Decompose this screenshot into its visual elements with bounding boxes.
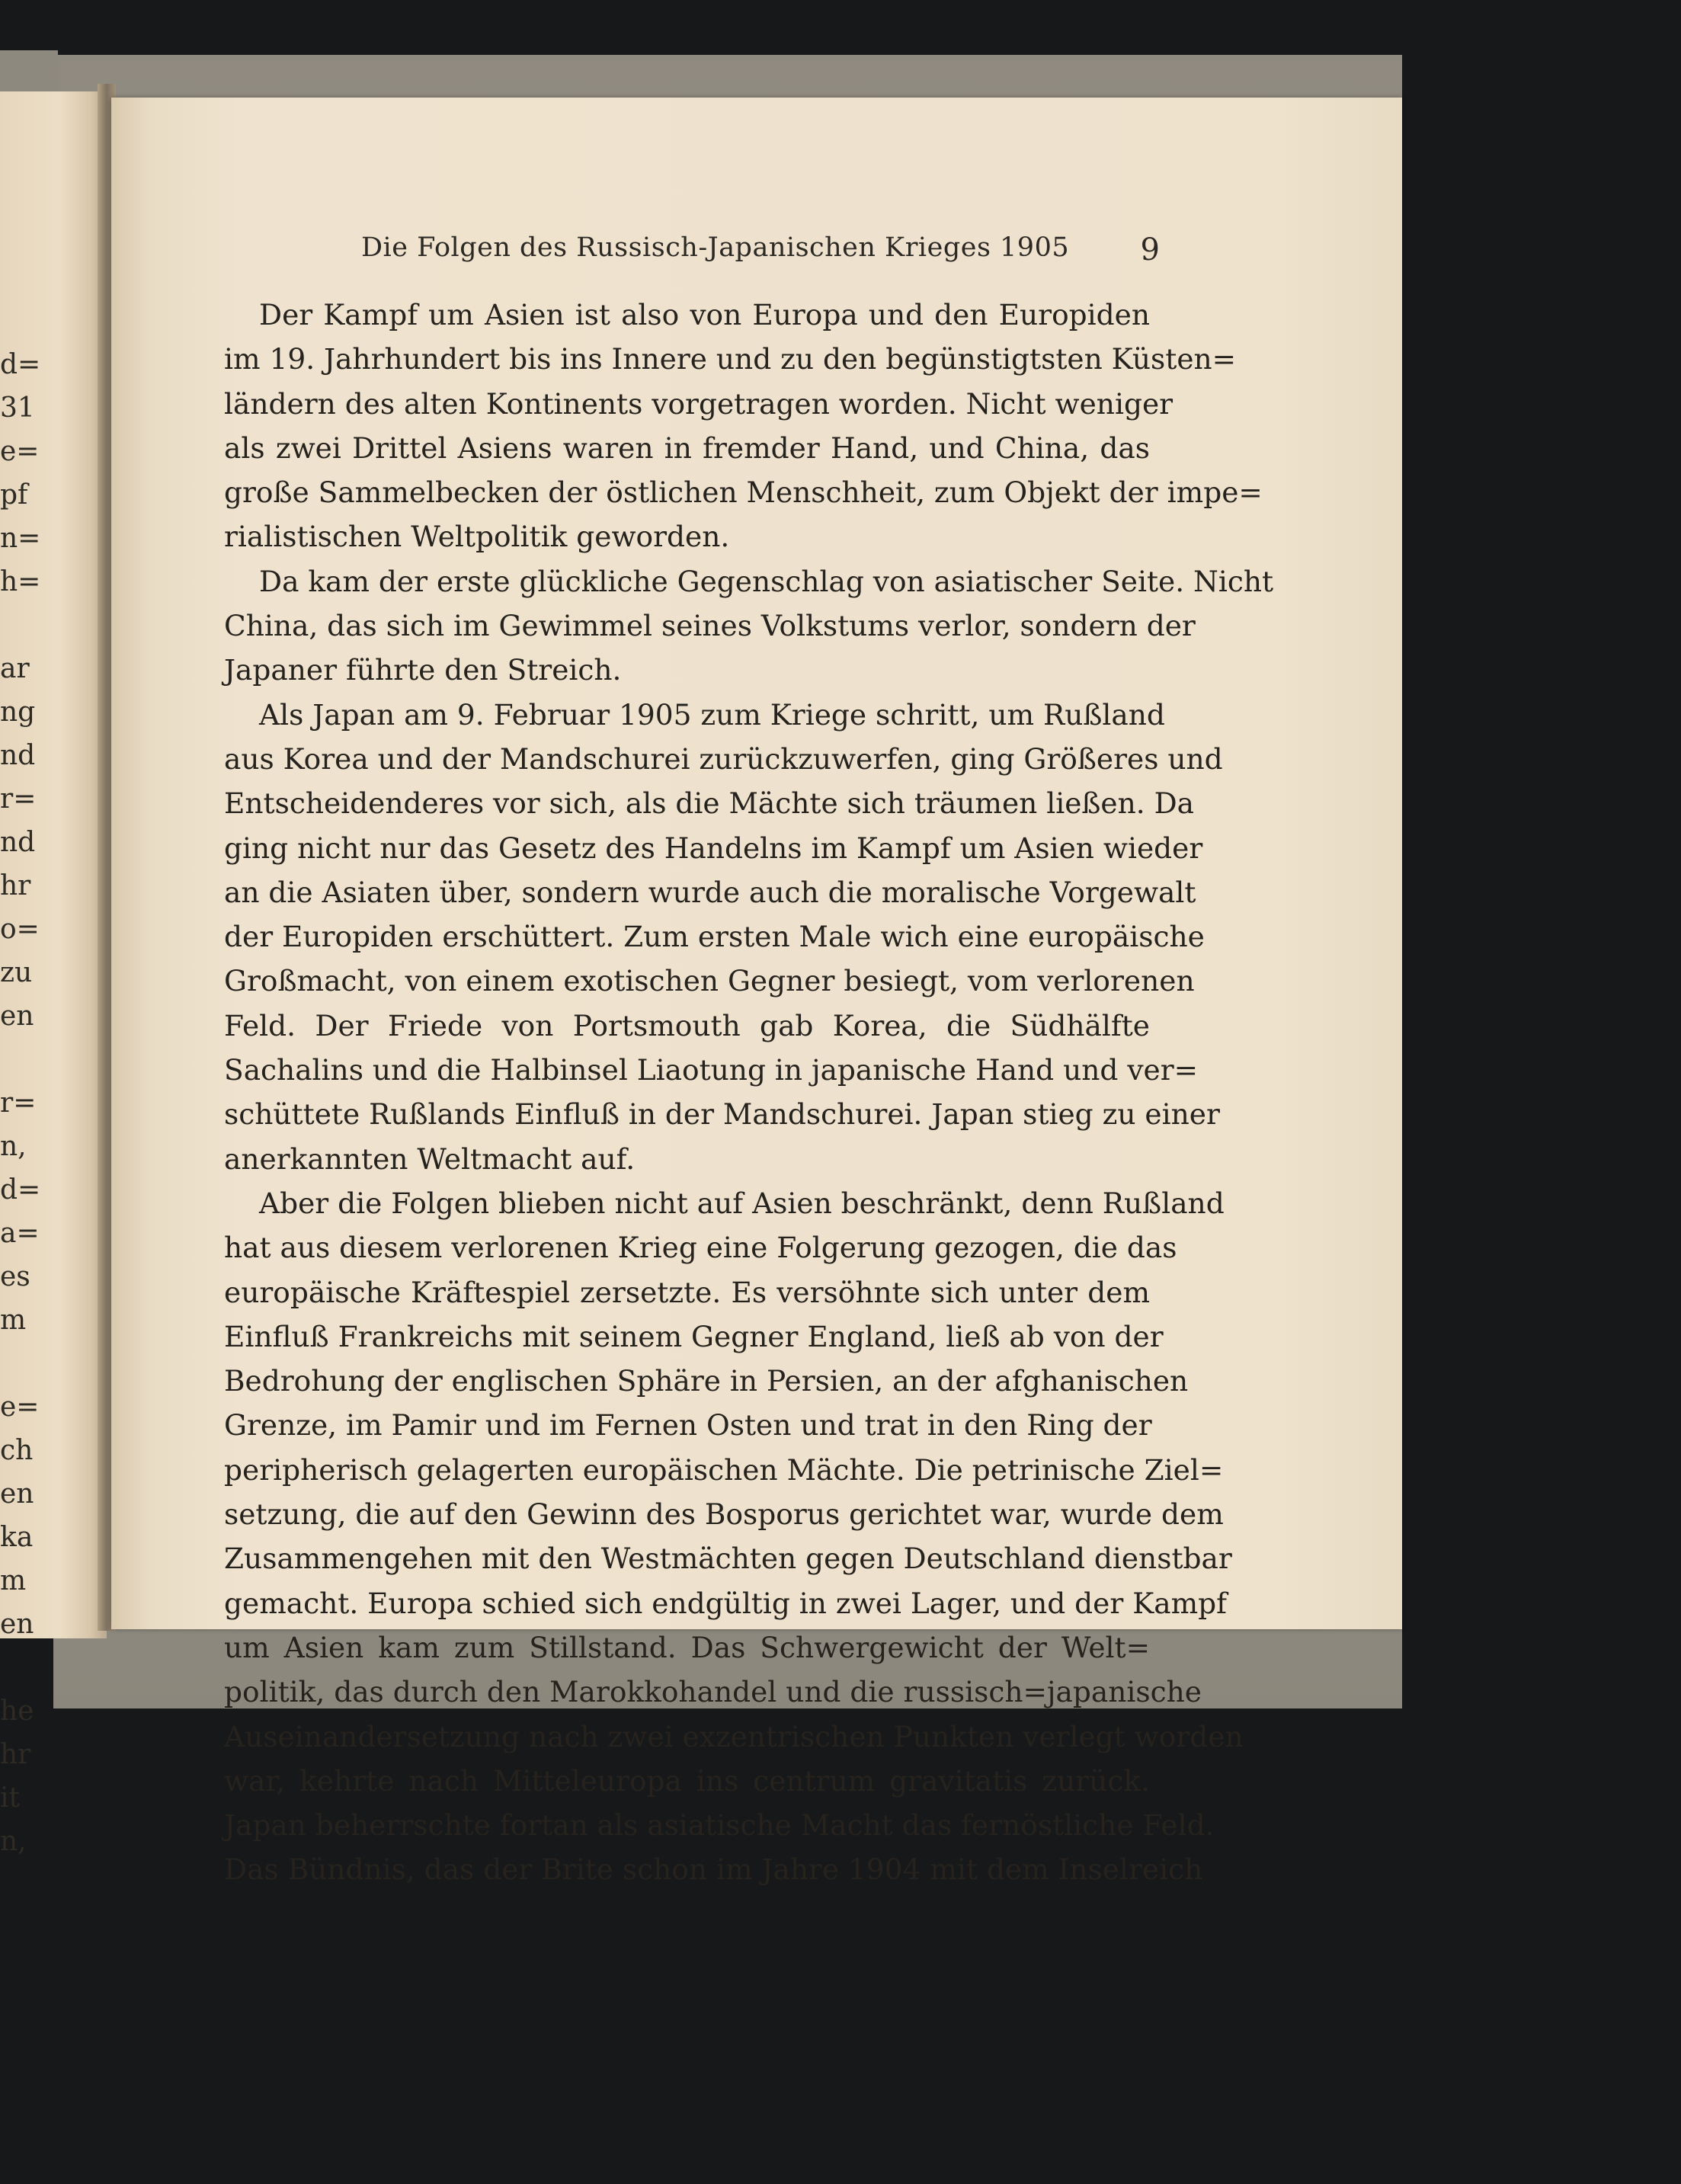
left-page [0, 91, 107, 1857]
text-line: Einfluß Frankreichs mit seinem Gegner England, ließ ab von der [224, 1319, 1164, 1353]
left-page-fragment: pf [0, 479, 28, 511]
text-line: setzung, die auf den Gewinn des Bosporus gerichtet war, wurde dem [224, 1497, 1224, 1532]
text-line: Der Kampf um Asien ist also von Europa und den Europiden [259, 298, 1150, 331]
text-line: der Europiden erschüttert. Zum ersten Male wich eine europäische [224, 920, 1205, 954]
left-page-fragment: nd [0, 740, 36, 771]
text-line: gemacht. Europa schied sich endgültig in zwei Lager, und der Kampf [224, 1586, 1228, 1620]
left-page-fragment [0, 604, 17, 647]
left-page-fragment: h= [0, 566, 41, 597]
text-line: Sachalins und die Halbinsel Liaotung in japanische Hand und ver= [224, 1053, 1199, 1087]
text-line: schüttete Rußlands Einfluß in der Mandschurei. Japan stieg zu einer [224, 1097, 1220, 1132]
left-page-fragment: hr [0, 1739, 31, 1770]
text-line: ging nicht nur das Gesetz des Handelns im Kampf um Asien wieder [224, 831, 1203, 865]
left-page-text-fragments [0, 343, 41, 1857]
left-page-fragment: n, [0, 1826, 27, 1857]
body-text [224, 293, 1274, 1892]
left-page-fragment: o= [0, 914, 40, 945]
left-page-fragment: m [0, 1305, 27, 1336]
left-page-fragment: d= [0, 349, 41, 380]
text-line: aus Korea und der Mandschurei zurückzuwerfen, ging Größeres und [224, 741, 1223, 776]
text-line: an die Asiaten über, sondern wurde auch die moralische Vorgewalt [224, 875, 1196, 909]
text-line: China, das sich im Gewimmel seines Volkstums verlor, sondern der [224, 609, 1196, 643]
running-head: Die Folgen des Russisch-Japanischen Krieges 1905 [361, 232, 1070, 263]
text-line: Das Bündnis, das der Brite schon im Jahre 1904 mit dem Inselreich [224, 1853, 1203, 1887]
text-line: Japaner führte den Streich. [224, 653, 622, 687]
left-page-fragment [0, 1038, 17, 1081]
left-page-fragment: n, [0, 1131, 27, 1162]
left-page-fragment [0, 1342, 17, 1385]
left-page-fragment: r= [0, 1087, 37, 1119]
left-page-fragment: en [0, 1478, 34, 1510]
page-number: 9 [1140, 232, 1160, 267]
text-line: peripherisch gelagerten europäischen Mächte. Die petrinische Ziel= [224, 1452, 1224, 1487]
text-line: Da kam der erste glückliche Gegenschlag von asiatischer Seite. Nicht [259, 564, 1274, 598]
left-page-fragment: e= [0, 436, 40, 467]
text-line: Zusammengehen mit den Westmächten gegen Deutschland dienstbar [224, 1542, 1232, 1576]
left-page-fragment: he [0, 1696, 34, 1727]
left-page-fragment: en [0, 1609, 34, 1640]
text-line: politik, das durch den Marokkohandel und die russisch=japanische [224, 1675, 1202, 1709]
left-page-fragment: it [0, 1782, 20, 1814]
text-line: Japan beherrschte fortan als asiatische Macht das fernöstliche Feld. [224, 1808, 1215, 1843]
text-line: Feld. Der Friede von Portsmouth gab Korea, die Südhälfte [224, 1008, 1150, 1042]
left-page-fragment: e= [0, 1391, 40, 1423]
left-page-fragment: ng [0, 697, 36, 728]
text-line: ländern des alten Kontinents vorgetragen worden. Nicht weniger [224, 386, 1173, 421]
left-page-fragment: zu [0, 957, 33, 988]
text-line: Bedrohung der englischen Sphäre in Persien, an der afghanischen [224, 1364, 1189, 1398]
text-line: war, kehrte nach Mitteleuropa ins centrum gravitatis zurück. [224, 1763, 1150, 1798]
text-line: Grenze, im Pamir und im Fernen Osten und trat in den Ring der [224, 1408, 1152, 1443]
text-line: im 19. Jahrhundert bis ins Innere und zu den begünstigtsten Küsten= [224, 342, 1237, 376]
left-page-fragment: ar [0, 653, 30, 684]
left-page-fragment [0, 1646, 17, 1689]
left-page-fragment: ka [0, 1522, 34, 1553]
text-line: Entscheidenderes vor sich, als die Mächte sich träumen ließen. Da [224, 786, 1195, 821]
left-page-fragment: r= [0, 783, 37, 815]
left-page-fragment: a= [0, 1218, 40, 1249]
left-page-fragment: hr [0, 870, 31, 901]
text-line: Großmacht, von einem exotischen Gegner besiegt, vom verlorenen [224, 964, 1195, 998]
left-page-fragment: es [0, 1261, 30, 1292]
text-line: Aber die Folgen blieben nicht auf Asien beschränkt, denn Rußland [259, 1186, 1225, 1220]
left-page-fragment: ch [0, 1435, 34, 1466]
left-page-fragment: d= [0, 1174, 41, 1206]
left-cover-edge [0, 50, 58, 96]
text-line: anerkannten Weltmacht auf. [224, 1142, 636, 1176]
text-line: Auseinandersetzung nach zwei exzentrischen Punkten verlegt worden [224, 1719, 1244, 1753]
text-line: als zwei Drittel Asiens waren in fremder Hand, und China, das [224, 431, 1150, 465]
left-page-fragment: 31 [0, 392, 35, 424]
text-line: große Sammelbecken der östlichen Menschheit, zum Objekt der impe= [224, 476, 1263, 510]
left-page-fragment: nd [0, 827, 36, 858]
text-line: rialistischen Weltpolitik geworden. [224, 520, 730, 554]
left-page-fragment: en [0, 1001, 34, 1032]
text-line: hat aus diesem verlorenen Krieg eine Folgerung gezogen, die das [224, 1231, 1177, 1265]
left-page-fragment: n= [0, 523, 41, 554]
text-line: europäische Kräftespiel zersetzte. Es versöhnte sich unter dem [224, 1275, 1150, 1309]
text-line: Als Japan am 9. Februar 1905 zum Kriege schritt, um Rußland [259, 697, 1165, 732]
text-line: um Asien kam zum Stillstand. Das Schwergewicht der Welt= [224, 1630, 1150, 1664]
left-page-fragment: m [0, 1565, 27, 1596]
